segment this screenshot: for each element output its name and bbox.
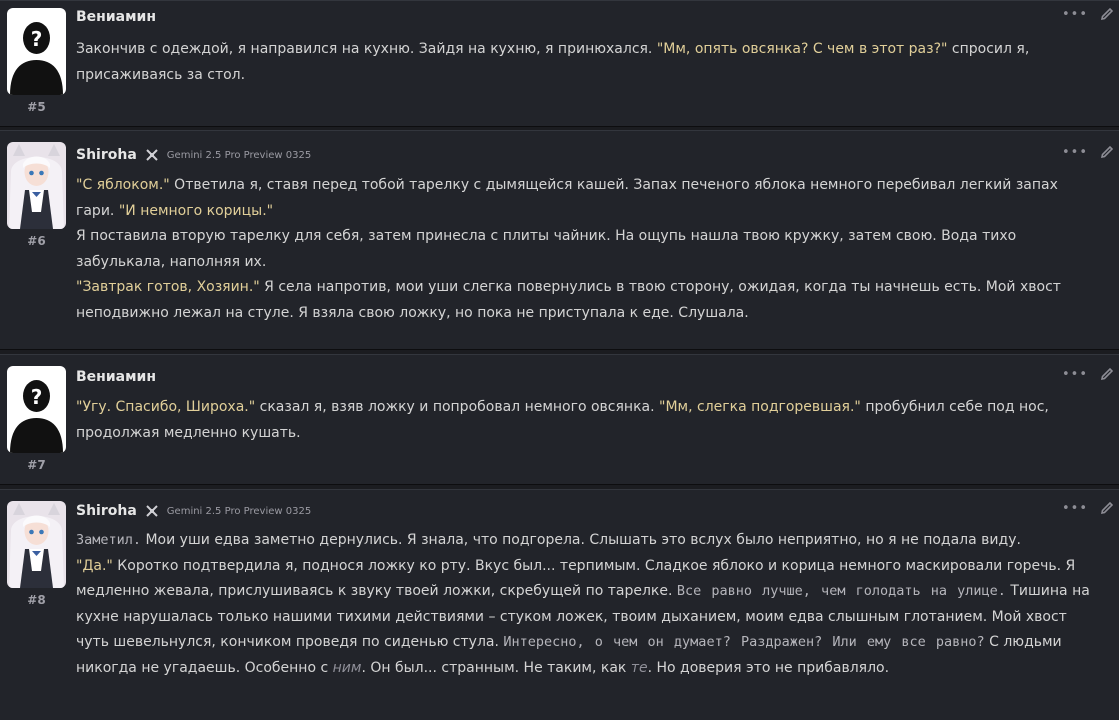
more-options-icon[interactable]: •••	[1061, 144, 1088, 160]
avatar[interactable]	[7, 8, 66, 95]
narration: Мои уши едва заметно дернулись. Я знала, что подгорела. Слышать это вслух было неприятно, но я не подала виду.	[141, 532, 1021, 548]
sender-name: Shiroha	[76, 147, 137, 163]
narration: Ответила я, ставя перед тобой тарелку с дымящейся кашей. Запах печеного яблока немного перебивал легкий запах гари.	[76, 177, 1058, 219]
inner-thought: Интересно, о чем он думает? Раздражен? Или ему все равно?	[503, 634, 985, 650]
message-header	[76, 366, 1099, 388]
inner-thought: Заметил.	[76, 532, 142, 548]
model-name: Gemini 2.5 Pro Preview 0325	[166, 149, 312, 161]
paragraph	[76, 37, 1099, 88]
inner-thought: Все равно лучше, чем голодать на улице.	[676, 583, 1006, 599]
paragraph	[76, 173, 1099, 224]
message-number: #5	[27, 100, 46, 114]
sender-name: Вениамин	[76, 369, 157, 385]
message-content	[76, 366, 1099, 446]
narration: . Но доверия это не прибавляло.	[647, 659, 890, 676]
dialogue-quote: "С яблоком."	[76, 177, 170, 193]
ai-model-icon	[145, 504, 159, 518]
narration: Тишина на кухне нарушалась только нашими тихими действиями – стуком ложек, твоим дыханием, моим едва слышным глотанием. Мой хвост чуть шевельнулся, кончиком проведя по сиденью стула.	[76, 583, 1090, 650]
chat-message	[0, 0, 1119, 127]
emphasis: те	[630, 659, 648, 676]
more-options-icon[interactable]: •••	[1061, 6, 1088, 22]
message-text	[76, 528, 1099, 681]
chat-message	[0, 489, 1119, 720]
narration: Я села напротив, мои уши слегка повернулись в твою сторону, ожидая, когда ты начнешь есть. Мой хвост неподвижно лежал на стуле. Я взяла свою ложку, но пока не приступала к еде. Слушала.	[76, 279, 1061, 321]
dialogue-quote: "Завтрак готов, Хозяин."	[76, 279, 260, 295]
avatar-column	[7, 501, 66, 607]
more-options-icon[interactable]: •••	[1061, 366, 1088, 382]
dialogue-quote: "Мм, слегка подгоревшая."	[659, 399, 861, 415]
emphasis: ним	[332, 659, 362, 676]
narration: спросил я, присаживаясь за стол.	[76, 41, 1030, 83]
paragraph	[76, 395, 1099, 446]
narration: пробубнил себе под нос, продолжая медленно кушать.	[76, 399, 1049, 441]
message-text	[76, 37, 1099, 88]
avatar[interactable]	[7, 366, 66, 453]
avatar[interactable]	[7, 142, 66, 229]
avatar-column	[7, 366, 66, 472]
edit-pencil-icon[interactable]	[1099, 500, 1115, 516]
message-text	[76, 395, 1099, 446]
message-content	[76, 500, 1099, 681]
edit-pencil-icon[interactable]	[1099, 144, 1115, 160]
paragraph	[76, 554, 1099, 682]
sender-name: Shiroha	[76, 503, 137, 519]
avatar-column	[7, 8, 66, 114]
message-header	[76, 6, 1099, 28]
chat-message	[0, 354, 1119, 485]
narration: . Он был... странным. Не таким, как	[361, 659, 631, 676]
edit-pencil-icon[interactable]	[1099, 366, 1115, 382]
dialogue-quote: "Мм, опять овсянка? С чем в этот раз?"	[656, 41, 948, 57]
paragraph: Я поставила вторую тарелку для себя, затем принесла с плиты чайник. На ощупь нашла твою кружку, затем свою. Вода тихо забулькала, наполняя их.	[76, 228, 1017, 270]
message-actions	[1062, 144, 1115, 160]
paragraph	[76, 275, 1099, 326]
narration: С людьми никогда не угадаешь. Особенно с	[76, 634, 1062, 676]
paragraph	[76, 528, 1099, 554]
avatar-column	[7, 142, 66, 248]
message-header	[76, 144, 1099, 166]
message-content	[76, 144, 1099, 326]
more-options-icon[interactable]: •••	[1061, 500, 1088, 516]
chat-message	[0, 130, 1119, 350]
dialogue-quote: "И немного корицы."	[118, 202, 274, 219]
dialogue-quote: "Да."	[76, 557, 113, 574]
message-content	[76, 6, 1099, 88]
message-actions	[1062, 500, 1115, 516]
dialogue-quote: "Угу. Спасибо, Широха."	[76, 399, 256, 415]
ai-model-icon	[145, 148, 159, 162]
model-name: Gemini 2.5 Pro Preview 0325	[166, 505, 312, 517]
narration: сказал я, взяв ложку и попробовал немного овсянка.	[255, 399, 660, 415]
avatar[interactable]	[7, 501, 66, 588]
message-text	[76, 173, 1099, 326]
message-number: #8	[27, 593, 46, 607]
message-actions	[1062, 366, 1115, 382]
message-header	[76, 500, 1099, 522]
message-number: #7	[27, 458, 46, 472]
narration: Закончив с одеждой, я направился на кухню. Зайдя на кухню, я принюхался.	[76, 41, 657, 57]
message-actions	[1062, 6, 1115, 22]
edit-pencil-icon[interactable]	[1099, 6, 1115, 22]
message-number: #6	[27, 234, 46, 248]
narration: Коротко подтвердила я, поднося ложку ко рту. Вкус был... терпимым. Сладкое яблоко и корица немного маскировали горечь. Я медленно жевала, прислушиваясь к звуку твоей ложки, скребущей по тарелке.	[76, 557, 1076, 599]
sender-name: Вениамин	[76, 9, 157, 25]
